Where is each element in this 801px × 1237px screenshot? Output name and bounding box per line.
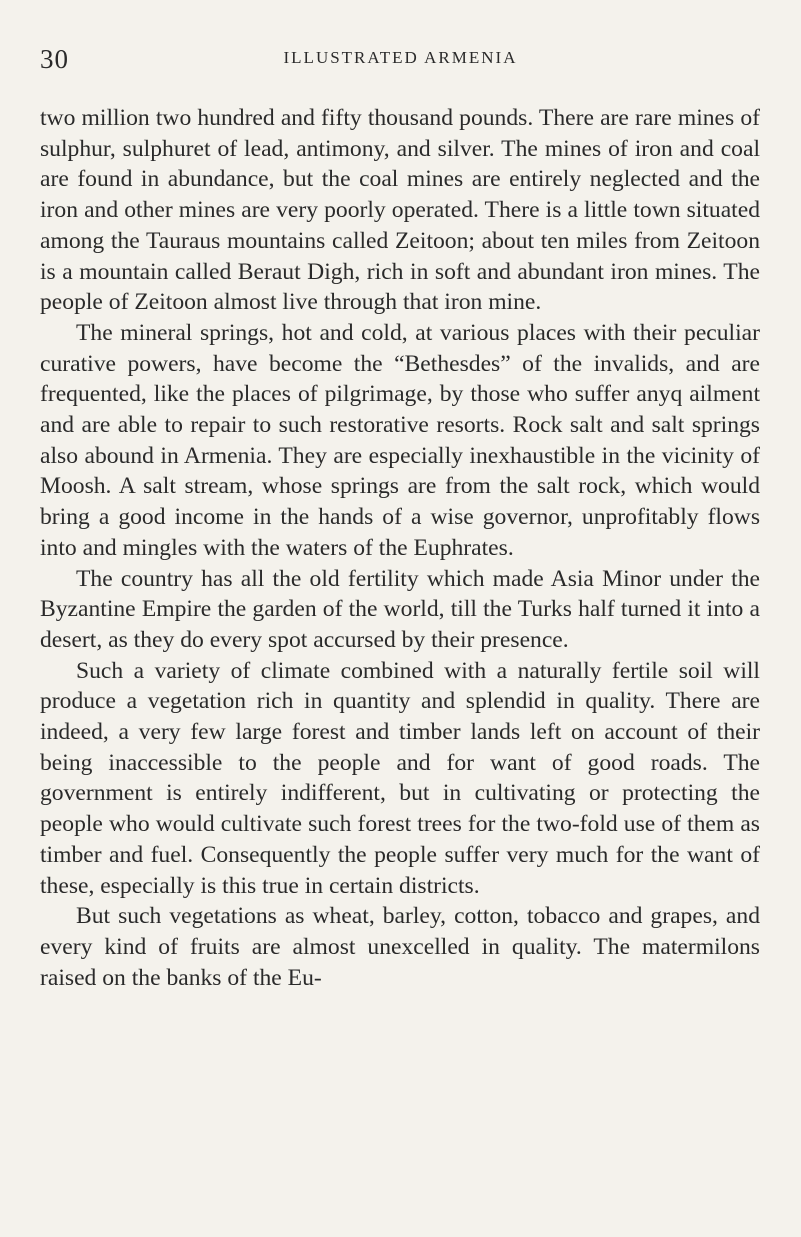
page-number: 30 [40, 44, 69, 74]
paragraph-vegetation: But such vegetations as wheat, barley, cotton, tobacco and grapes, and every kind of fruits are almost unexcelled in quality. The matermilons raised on the banks of the Eu- [40, 903, 760, 991]
paragraph-climate-forests: Such a variety of climate combined with a naturally fertile soil will produce a vegetation rich in quantity and splendid in quality. There are indeed, a very few large forest and timber lands left on account of their being inaccessible to the people and for want of good roads. The government is entirely indifferent, but in cultivating or protecting the people who would cultivate such forest trees for the two-fold use of them as timber and fuel. Consequently the people suffer very much for the want of these, especially is this true in certain districts. [40, 657, 760, 899]
paragraph-mineral-springs: The mineral springs, hot and cold, at various places with their peculiar curative powers, have become the “Bethesdes” of the invalids, and are frequented, like the places of pilgrimage, by those who suffer anyq ailment and are able to repair to such restorative resorts. Rock salt and salt springs also abound in Armenia. They are especially inexhaustible in the vicinity of Moosh. A salt stream, whose springs are from the salt rock, which would bring a good income in the hands of a wise governor, unprofitably flows into and mingles with the waters of the Euphrates. [40, 319, 760, 561]
page-header [40, 44, 761, 84]
body-text [40, 103, 760, 993]
running-title: ILLUSTRATED ARMENIA [283, 48, 518, 67]
paragraph-fertility: The country has all the old fertility which made Asia Minor under the Byzantine Empire the garden of the world, till the Turks half turned it into a desert, as they do every spot accursed by their presence. [40, 565, 760, 653]
paragraph-continuation: two million two hundred and fifty thousand pounds. There are rare mines of sulphur, sulphuret of lead, antimony, and silver. The mines of iron and coal are found in abundance, but the coal mines are entirely neglected and the iron and other mines are very poorly operated. There is a little town situated among the Tauraus mountains called Zeitoon; about ten miles from Zeitoon is a mountain called Beraut Digh, rich in soft and abundant iron mines. The people of Zeitoon almost live through that iron mine. [40, 105, 760, 316]
